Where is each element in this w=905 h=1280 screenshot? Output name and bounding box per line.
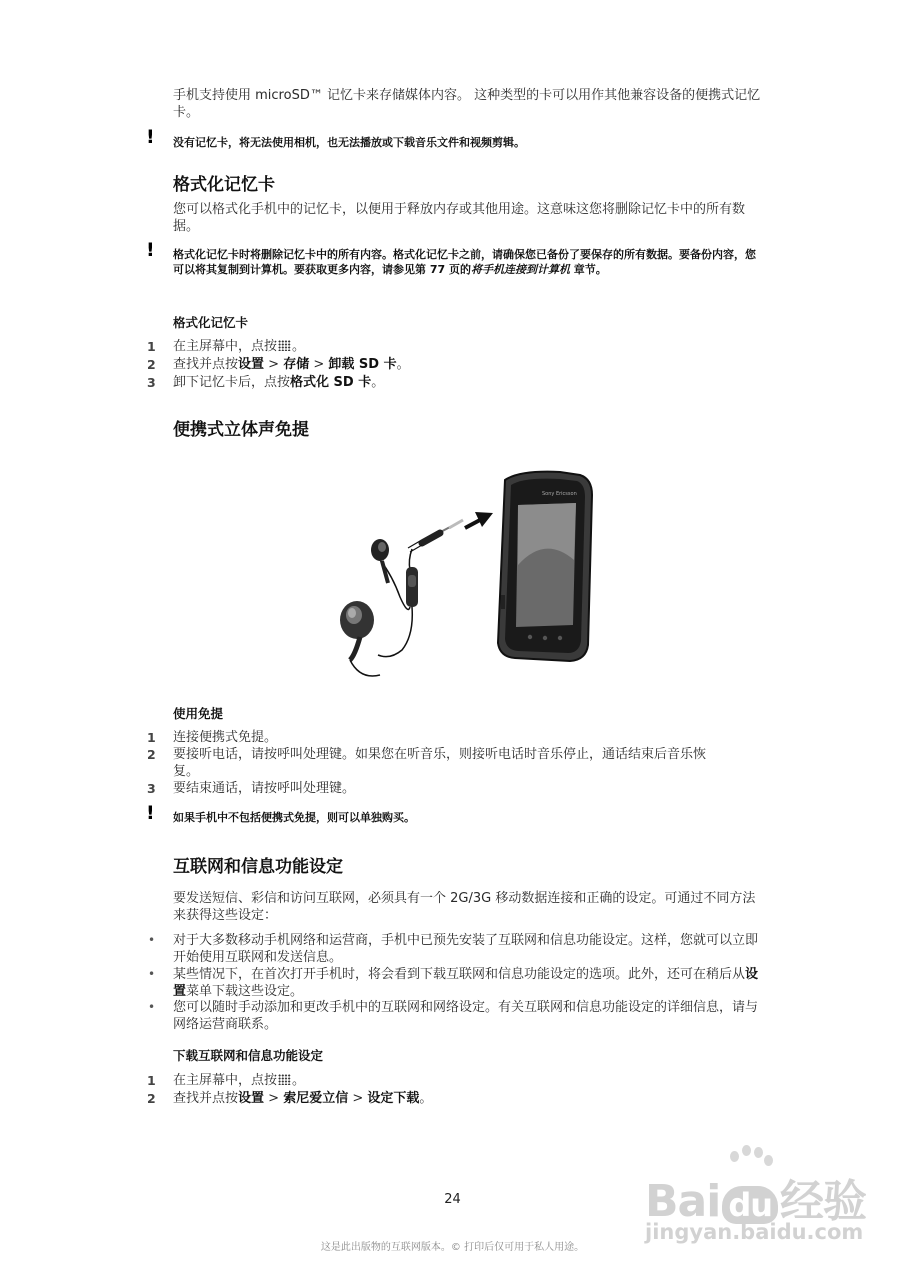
internet-bullet-2: 某些情况下，在首次打开手机时，将会看到下载互联网和信息功能设定的选项。此外，还可在稍后从设置菜单下载这些设定。 <box>173 967 759 999</box>
handsfree-note: 如果手机中不包括便携式免提，则可以单独购买。 <box>173 811 415 824</box>
watermark-url: jingyan.baidu.com <box>645 1220 864 1244</box>
app-grid-icon <box>278 1074 291 1085</box>
internet-heading: 互联网和信息功能设定 <box>173 857 343 877</box>
step-number: 2 <box>147 747 156 762</box>
format-paragraph: 您可以格式化手机中的记忆卡，以便用于释放内存或其他用途。这意味这您将删除记忆卡中的所有数据。 <box>173 202 746 234</box>
bullet-dot: • <box>148 933 156 947</box>
internet-bullet-3: 您可以随时手动添加和更改手机中的互联网和网络设定。有关互联网和信息功能设定的详细信息，请与网络运营商联系。 <box>173 1000 759 1032</box>
phone-brand-text: Sony Ericsson <box>542 491 577 497</box>
step-number: 2 <box>147 1091 156 1106</box>
earbud-left <box>340 601 374 660</box>
format-step-2: 查找并点按设置 > 存储 > 卸载 SD 卡。 <box>173 357 410 372</box>
footer-text: 这是此出版物的互联网版本。© 打印后仅可用于私人用途。 <box>320 1242 585 1253</box>
baidu-watermark <box>645 1145 875 1265</box>
step-number: 1 <box>147 339 156 354</box>
handsfree-step-1: 连接便携式免提。 <box>173 730 278 745</box>
format-step-3: 卸下记忆卡后，点按格式化 SD 卡。 <box>173 375 385 390</box>
step-number: 3 <box>147 781 156 796</box>
format-subheading: 格式化记忆卡 <box>173 315 249 330</box>
internet-paragraph: 要发送短信、彩信和访问互联网，必须具有一个 2G/3G 移动数据连接和正确的设定。可通过不同方法来获得这些设定： <box>173 891 756 923</box>
exclamation-icon: ! <box>146 802 155 824</box>
handsfree-step-2: 要接听电话，请按呼叫处理键。如果您在听音乐，则接听电话时音乐停止，通话结束后音乐恢复。 <box>173 747 707 779</box>
app-grid-icon <box>278 340 291 351</box>
exclamation-icon: ! <box>146 239 155 261</box>
step-number: 1 <box>147 1073 156 1088</box>
link-connect-to-computer[interactable]: 将手机连接到计算机 <box>470 263 570 276</box>
phone-illustration <box>498 472 592 661</box>
format-heading: 格式化记忆卡 <box>173 175 275 195</box>
internet-bullet-1: 对于大多数移动手机网络和运营商，手机中已预先安装了互联网和信息功能设定。这样，您就可以立即开始使用互联网和发送信息。 <box>173 933 759 965</box>
internet-subheading: 下载互联网和信息功能设定 <box>173 1048 324 1063</box>
bullet-dot: • <box>148 1000 156 1014</box>
internet-step-1: 在主屏幕中，点按 。 <box>173 1073 306 1088</box>
earbud-right <box>371 539 389 583</box>
intro-note: 没有记忆卡，将无法使用相机，也无法播放或下载音乐文件和视频剪辑。 <box>173 136 525 149</box>
paw-icon: du <box>722 1186 778 1224</box>
step-number: 1 <box>147 730 156 745</box>
format-note: 格式化记忆卡时将删除记忆卡中的所有内容。格式化记忆卡之前，请确保您已备份了要保存的所有数据。要备份内容，您可以将其复制到计算机。要获取更多内容，请参见第 77 页的将手机连接到计算机 章节。 <box>173 248 756 276</box>
step-number: 2 <box>147 357 156 372</box>
bullet-dot: • <box>148 967 156 981</box>
audio-jack-plug <box>422 520 463 543</box>
internet-step-2: 查找并点按设置 > 索尼爱立信 > 设定下载。 <box>173 1091 433 1106</box>
intro-paragraph: 手机支持使用 microSD™ 记忆卡来存储媒体内容。 这种类型的卡可以用作其他兼容设备的便携式记忆卡。 <box>173 88 761 120</box>
handsfree-illustration <box>330 465 600 690</box>
handsfree-step-3: 要结束通话，请按呼叫处理键。 <box>173 781 356 796</box>
handsfree-subheading: 使用免提 <box>173 706 224 721</box>
handsfree-heading: 便携式立体声免提 <box>173 420 309 440</box>
format-step-1: 在主屏幕中，点按 。 <box>173 339 306 354</box>
watermark-brand-right: 经验 <box>780 1176 866 1227</box>
exclamation-icon: ! <box>146 126 155 148</box>
call-handling-key <box>406 567 418 607</box>
page-number: 24 <box>444 1192 461 1207</box>
watermark-brand-left: Bai <box>645 1176 721 1227</box>
step-number: 3 <box>147 375 156 390</box>
